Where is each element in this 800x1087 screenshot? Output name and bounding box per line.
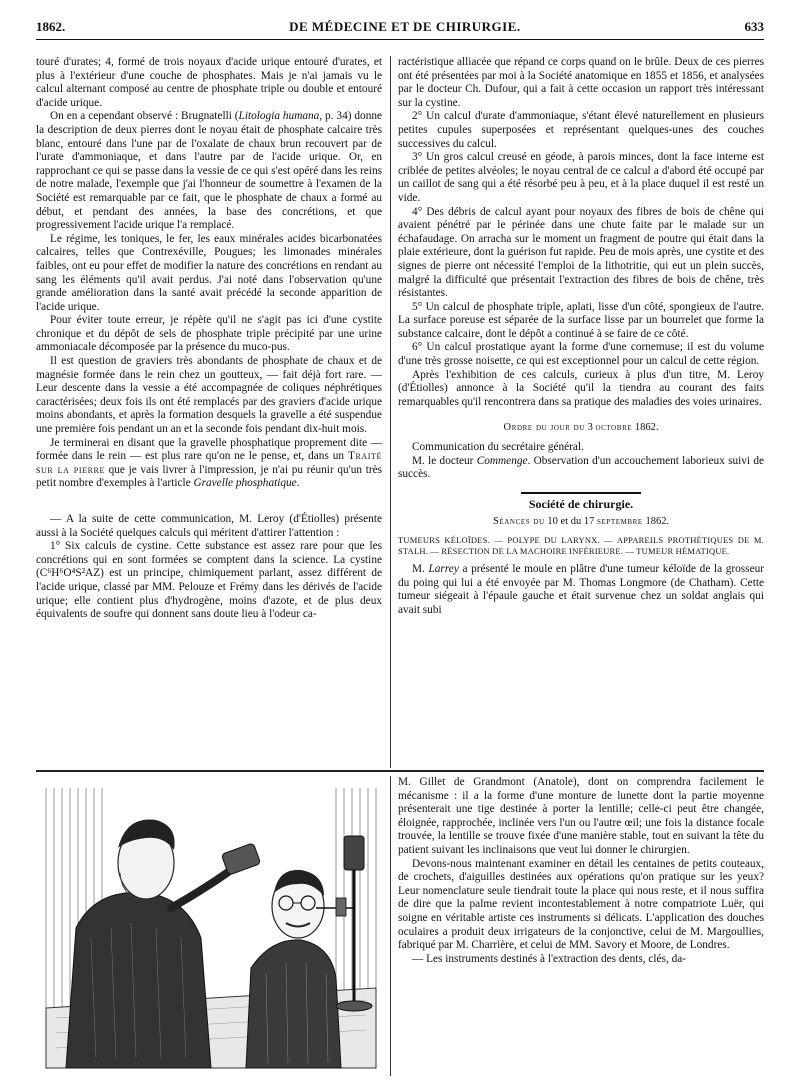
horizontal-rule <box>36 770 764 772</box>
header-year: 1862. <box>36 19 66 34</box>
paragraph: 6° Un calcul prostatique ayant la forme d'une cornemuse; il est du volume d'une très grosse noisette, ce qui est exceptionnel pour un calcul de cette région. <box>398 341 764 368</box>
section-title: Société de chirurgie. <box>528 496 634 511</box>
engraving-illustration <box>36 778 384 1078</box>
session-dates: Séances du 10 et du 17 septembre 1862. <box>492 516 670 528</box>
header-title: DE MÉDECINE ET DE CHIRURGIE. <box>289 19 521 34</box>
paragraph: Pour éviter toute erreur, je répète qu'il ne s'agit pas ici d'une cystite chronique et du dépôt de sels de phosphate triple précipité par une urine ammoniacale décomposée par la présence du muco-pus. <box>36 314 382 354</box>
paragraph: — Les instruments destinés à l'extraction des dents, clés, da- <box>412 952 687 965</box>
topics-list: TUMEURS KÉLOÏDES. — POLYPE DU LARYNX. — APPAREILS PROTHÉTIQUES DE M. STALH. — RÉSECTION DE LA MACHOIRE INFÉRIEURE. — TUMEUR HÉMATIQUE. <box>398 535 764 556</box>
paragraph: 5° Un calcul de phosphate triple, aplati, lisse d'un côté, spongieux de l'autre. La surface poreuse est séparée de la surface lisse par un bourrelet que forme la substance calcaire, dont le dépôt a continué à se faire de ce côté. <box>398 300 764 340</box>
paragraph: 1° Six calculs de cystine. Cette substance est assez rare pour que les concrétions qui en sont formées se comptent dans la science. La cystine (C⁶H⁶O⁴S²AZ) est un principe, chimiquement parlant, assez différent de l'acide urique, classé par MM. Pelouze et Frémy dans les dérivés de l'acide urique; elle contient plus d'hydrogène, moins d'azote, et de plus deux équivalents de soufre qui donnent sans doute lieu à l'odeur ca- <box>36 540 382 621</box>
section-rule <box>521 492 641 494</box>
running-header <box>36 18 764 40</box>
paragraph: touré d'urates; 4, formé de trois noyaux d'acide urique entouré d'urates, et plus à l'extérieur d'une couche de phosphates. Mais je n'ai jamais vu le calcul alternant composé au centre de phosphate triple ou double et entouré d'acide urique. <box>36 56 382 109</box>
paragraph: 3° Un gros calcul creusé en géode, à parois minces, dont la face interne est criblée de petites alvéoles; le noyau central de ce calcul a d'abord été occupé par un caillot de sang qui a été résorbé peu à peu, et à la place duquel il est resté un vide. <box>398 151 764 204</box>
paragraph: M. le docteur Commenge. Observation d'un accouchement laborieux suivi de succès. <box>398 454 764 481</box>
paragraph: Devons-nous maintenant examiner en détail les centaines de petits couteaux, de crochets, d'aiguilles destinées aux opérations qu'on pratique sur les yeux? Leur nomenclature seule tiendrait toute la place qui nous reste, et il nous suffira de dire que la palme revient incontestablement à notre compatriote Luër, qui soigne en véritable artiste ces instruments si délicats. L'application des douches oculaires a produit deux irrigateurs de la conjonctive, celui de M. Margoullies, fabriqué par M. Charrière, et celui de MM. Savory et Moore, de Londres. <box>398 857 764 952</box>
paragraph: M. Gillet de Grandmont (Anatole), dont on comprendra facilement le mécanisme : il a la forme d'une monture de lunette dont la partie moyenne présenterait une tige destinée à porter la lentille; celle-ci peut être changée, éloignée, rapprochée, inclinée vers l'un ou l'autre œil; une fois la distance focale trouvée, la lentille se trouve fixée d'une manière stable, tout en suivant la tête du patient suivant les inclinaisons que veut lui donner le chirurgien. <box>398 776 764 856</box>
paragraph: Après l'exhibition de ces calculs, curieux à plus d'un titre, M. Leroy (d'Étiolles) annonce à la Société qu'il la tiendra au courant des faits remarquables qu'il rencontrera dans sa pratique des maladies des voies urinaires. <box>398 368 764 408</box>
agenda-heading: Ordre du jour du 3 octobre 1862. <box>503 422 659 434</box>
paragraph: ractéristique alliacée que répand ce corps quand on le brûle. Deux de ces pierres ont été présentées par moi à la Société anatomique en 1855 et 1856, et analysées par le docteur Ch. Dufour, qui a fait à cette occasion un rapport très intéressant sur la cystine. <box>398 56 764 109</box>
column-divider-lower <box>390 776 391 1076</box>
paragraph: Le régime, les toniques, le fer, les eaux minérales acides bicarbonatées calcaires, telles que Contrexéville, Pougues; les limonades minérales faibles, ont eu pour effet de modifier la nature des concrétions en rendant au sang les éléments qu'il avait perdus. J'ai noté dans l'observation qu'une grande amélioration dans la santé avait précédé la seconde apparition de l'acide urique. <box>36 232 382 313</box>
column-divider <box>390 56 391 768</box>
paragraph: 4° Des débris de calcul ayant pour noyaux des fibres de bois de chêne qui avaient pénétré par le périnée dans une chute faite par le malade sur un échafaudage. On arracha sur le moment un fragment de poutre qui était dans la plaie extérieure, dont la guérison fut rapide. Peu de mois après, une cystite et des signes de pierre ont nécessité l'emploi de la lithotritie, qui eut un plein succès, malgré la difficulté que présentait l'extraction des fibres de bois de chêne, très résistantes. <box>398 205 764 300</box>
paragraph: On en a cependant observé : Brugnatelli (Litologia humana, p. 34) donne la description de deux pierres dont le noyau était de phosphate calcaire très blanc, entouré dans l'une par de l'oxalate de chaux brun recouvert par de l'urate d'ammoniaque, et dans l'autre par de l'acide urique. Or, en rapprochant ce qui se passe dans la vessie de ce qui s'est opéré dans les reins de notre malade, l'exemple que j'ai l'honneur de soumettre à l'examen de la Société est remarquable par ce fait, que le phosphate de chaux a formé au début, et pendant des années, la base des concrétions, et que progressivement l'acide urique l'a remplacé. <box>36 110 382 232</box>
left-column <box>36 56 382 768</box>
paragraph: Je terminerai en disant que la gravelle phosphatique proprement dite — formée dans le rein — est plus rare qu'on ne le pense, et, dans un Traité sur la pierre que je vais livrer à l'impression, je n'ai pu réunir qu'un très petit nombre d'exemples à l'article Gravelle phosphatique. <box>36 436 382 490</box>
paragraph: Communication du secrétaire général. <box>412 441 584 454</box>
lower-right-column <box>398 776 764 1076</box>
paragraph: 2° Un calcul d'urate d'ammoniaque, s'étant élevé naturellement en plusieurs petites cupules superposées et représentant quelques-unes des couches successives du calcul. <box>398 110 764 150</box>
paragraph: — A la suite de cette communication, M. Leroy (d'Étiolles) présente aussi à la Société quelques calculs qui méritent d'attirer l'attention : <box>36 513 382 539</box>
right-column <box>398 56 764 768</box>
page-number: 633 <box>744 19 764 34</box>
paragraph: Il est question de graviers très abondants de phosphate de chaux et de magnésie formée dans le rein chez un goutteux, — fait déjà fort rare. — Leur descente dans la vessie a été accompagnée de coliques néphrétiques caractérisées; deux fois ils ont été remplacés par des graviers d'acide urique moins abondants, et après la formation desquels la gravelle a été suspendue une première fois pendant un an et la seconde fois pendant dix-huit mois. <box>36 355 382 436</box>
paragraph: M. Larrey a présenté le moule en plâtre d'une tumeur kéloïde de la grosseur du poing qui lui a été envoyée par M. Thomas Longmore (de Chatham). Cette tumeur siégeait à l'épaule gauche et était survenue chez un soldat anglais qui avait subi <box>398 563 764 616</box>
